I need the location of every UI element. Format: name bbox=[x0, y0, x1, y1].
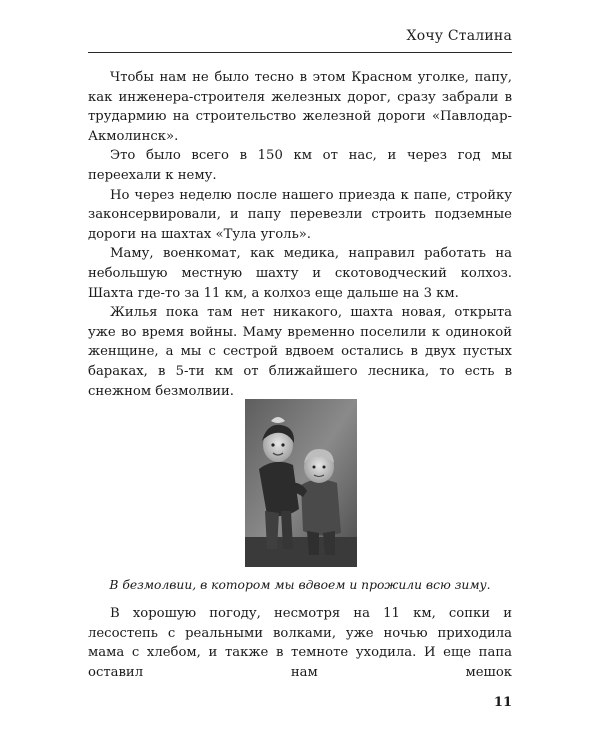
paragraph: Маму, военкомат, как медика, направил работать на небольшую местную шахту и скотоводческий колхоз. Шахта где-то за 11 км, а колхоз еще дальше на 3 км. bbox=[88, 246, 512, 301]
paragraph: Чтобы нам не было тесно в этом Красном уголке, папу, как инженера-строителя железных дорог, сразу забрали в трудармию на строительство железной дороги «Павлодар-Акмолинск». bbox=[88, 70, 512, 144]
header-rule bbox=[88, 52, 512, 53]
paragraph: Это было всего в 150 км от нас, и через год мы переехали к нему. bbox=[88, 148, 512, 183]
page-number: 11 bbox=[493, 695, 512, 710]
body-text bbox=[88, 68, 512, 401]
body-text-continued bbox=[88, 604, 512, 682]
paragraph: Но через неделю после нашего приезда к папе, стройку законсервировали, и папу перевезли строить подземные дороги на шахтах «Тула уголь». bbox=[88, 187, 512, 242]
running-head: Хочу Сталина bbox=[406, 28, 512, 44]
photo-two-children bbox=[245, 399, 357, 567]
paragraph: В хорошую погоду, несмотря на 11 км, сопки и лесостепь с реальными волками, уже ночью приходила мама с хлебом, и также в темноте уходила. И еще папа оставил нам мешок bbox=[88, 606, 512, 680]
paragraph: Жилья пока там нет никакого, шахта новая, открыта уже во время войны. Маму временно поселили к одинокой женщине, а мы с сестрой вдвоем остались в двух пустых бараках, в 5-ти км от ближайшего лесника, то есть в снежном безмолвии. bbox=[88, 305, 512, 399]
photo-caption: В безмолвии, в котором мы вдвоем и прожили всю зиму. bbox=[109, 578, 491, 592]
